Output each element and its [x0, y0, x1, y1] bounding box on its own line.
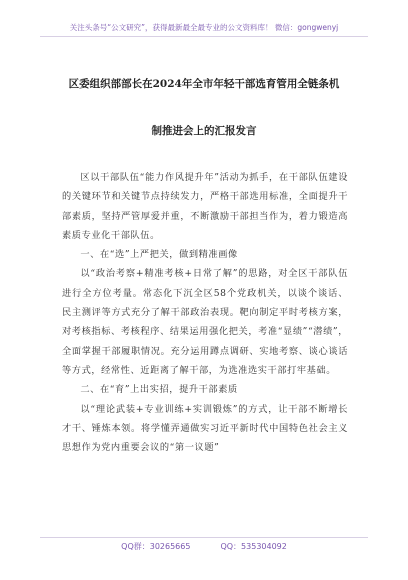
paragraph-intro: 区以干部队伍“能力作风提升年”活动为抓手，在干部队伍建设的关键环节和关键节点持续发力，严格干部选用标准，全面提升干部素质，坚持严管厚爱并重，不断激励干部担当作为，着力锻造高素质专业化干部队伍。 [62, 172, 348, 241]
section-heading-select: 一、在“选”上严把关，做到精准画像 [80, 249, 238, 261]
footer-qq-group: QQ群：30265665 [121, 542, 191, 551]
document-body [62, 168, 348, 457]
document-title-line-1: 区委组织部部长在2024年全市年轻干部选育管用全链条机 [68, 78, 340, 90]
section-heading-cultivate: 二、在“育”上出实招，提升干部素质 [80, 384, 238, 396]
document-title-line-2: 制推进会上的汇报发言 [151, 125, 257, 137]
footer-contact [40, 537, 368, 553]
paragraph-select: 以“政治考察+精准考核+日常了解”的思路，对全区干部队伍进行全方位考量。常态化下沉全区58个党政机关，以谈个谈话、民主测评等方式充分了解干部政治表现。靶向制定平时考核方案，对考核指标、考核程序、结果运用强化把关，考准“显绩”“潜绩”，全面掌握干部履职情况。充分运用蹲点调研、实地考察、谈心谈话等方式，经常性、近距离了解干部，为选准选实干部打牢基础。 [62, 268, 348, 376]
paragraph-cultivate: 以“理论武装+专业训练+实训锻炼”的方式，让干部不断增长才干、锤炼本领。将学懂弄通做实习近平新时代中国特色社会主义思想作为党内重要会议的“第一议题” [62, 403, 348, 454]
footer-qq: QQ：535304092 [220, 542, 287, 551]
header-banner: 关注头条号“公文研究”，获得最新最全最专业的公文资料库！ 微信：gongwenyj [40, 22, 368, 37]
